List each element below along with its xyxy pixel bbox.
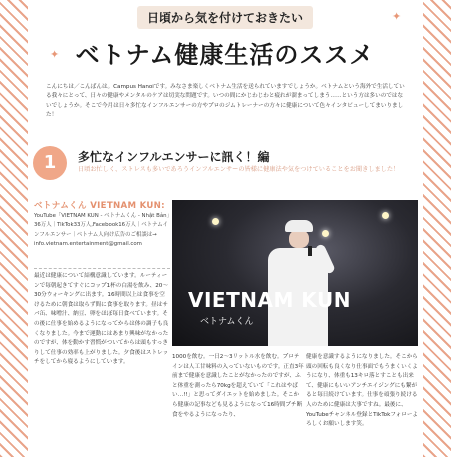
body-column-3: 健康を意識するようになりました。そこから頭の回転も良くなり仕事面でもうまくいくようになり、体重も13キロ落とすことも出来て、健康にもいいアンチエイジングにも繋がると毎日続けています。仕事を頑張り続ける人のために健康は大事ですね。最後に、YouTubeチャンネル登録とTikTokフォローよろしくお願いします笑。 [306, 354, 419, 428]
header-kicker: 日頃から気を付けておきたい [137, 6, 313, 29]
profile-description: YouTube「VIETNAM KUN - ベトナムくん - Nhật Bản」36万人｜TikTok33万人,Facebook16万人｜ベトナムインフルエンサー｜ベトナム人向け広告のご相談は→ info.vietnam.entertainment@gmail.com [34, 213, 170, 248]
page-title: ベトナム健康生活のススメ [75, 41, 375, 69]
influencer-photo [172, 200, 418, 346]
body-column-2: 1000を飲む。一日2〜3リットル水を飲む。プロテインは人工甘味料の入っていないものです。正直3年前まで健康を意識したことがなかったのですが、ふと体重を測ったら70kgを超えていて「これはやばい…!!」と思ってダイエットを始めました。そこから健康の記事なども見るようになって16時間プチ断食をやるようになったり、 [172, 354, 304, 418]
section-title: 多忙なインフルエンサーに訊く！編 [78, 150, 270, 164]
stage-light-icon [382, 212, 389, 219]
stage-light-icon [212, 218, 219, 225]
profile-divider [34, 268, 170, 269]
intro-paragraph: こんにちは／こんばんは。Campus Hanoiです。みなさま楽しくベトナム生活を送られていますでしょうか。ベトナムという海外で生活している我々にとって、日々の健康やメンタルのケアは切実な問題です。いつの間にかじわじわと疲れが溜まってしまう……という方は多いのではないでしょうか。そこで今月は日々多忙なインフルエンサーの方やプロのジムトレーナーの方々に健康について色々インタビューしてまいりました！ [46, 84, 405, 118]
profile-name: ベトナムくん VIETNAM KUN: [34, 201, 165, 211]
body-column-1: 最近は健康について結構意識しています。ルーティーンで毎朝起きてすぐにコップ1杯の白湯を飲み、20〜30分ウォーキングに出ます。16時間以上は食事を空けるために朝食は取らず間に食事を取ります。昼はサバ缶、味噌汁、納豆、卵をほぼ毎日食べています。その後に仕事を始めるようになってからは体の調子も良くなりました。今まで運動にはあまり興味がなかったのですが、体を動かす習慣がついてからは頭もすっきりして仕事の効率も上がりました。夕食後はストレッチをしてから寝るようにしています。 [34, 273, 169, 366]
article-header [40, 6, 410, 70]
decorative-stripes-right [423, 0, 451, 457]
sparkle-icon: ✦ [50, 48, 60, 61]
photo-caption-sub: ベトナムくん [200, 317, 254, 327]
decorative-stripes-left [0, 0, 28, 457]
photo-caption-name: VIETNAM KUN [188, 288, 351, 312]
section-number-badge: 1 [33, 146, 67, 180]
section-subtitle: 日頃お忙しく、ストレスも多いであろうインフルエンサーの皆様に健康法や気をつけていることをお聞きしました！ [78, 166, 400, 173]
performer-figure [258, 220, 338, 346]
section-header [33, 146, 423, 196]
sparkle-icon: ✦ [392, 10, 402, 23]
